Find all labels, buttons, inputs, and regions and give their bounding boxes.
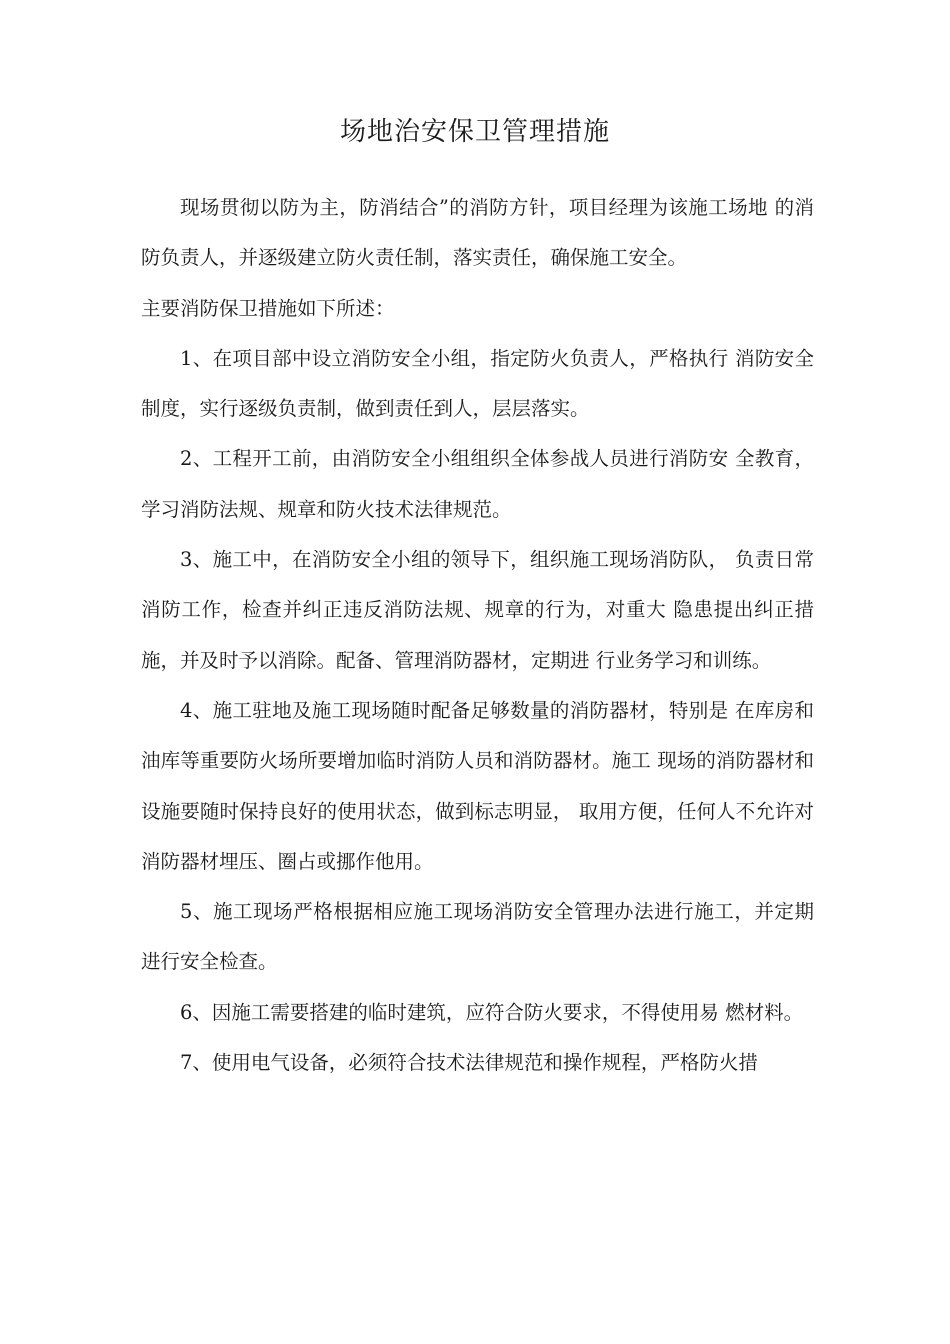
measure-item-2: 2、工程开工前，由消防安全小组组织全体参战人员进行消防安 全教育，学习消防法规、规章和防火技术法律规范。: [141, 447, 814, 521]
measure-item-3: 3、施工中，在消防安全小组的领导下，组织施工现场消防队， 负责日常消防工作，检查并纠正违反消防法规、规章的行为，对重大 隐患提出纠正措施，并及时予以消除。配备、管理消防器材，定期进 行业务学习和训练。: [141, 548, 814, 672]
measure-item-4: 4、施工驻地及施工现场随时配备足够数量的消防器材，特别是 在库房和油库等重要防火场所要增加临时消防人员和消防器材。施工 现场的消防器材和设施要随时保持良好的使用状态，做到标志明显， 取用方便，任何人不允许对消防器材埋压、圈占或挪作他用。: [141, 698, 814, 873]
measures-lead-paragraph: 主要消防保卫措施如下所述：: [141, 296, 395, 320]
measure-item-7: 7、使用电气设备，必须符合技术法律规范和操作规程，严格防火措: [180, 1051, 758, 1075]
document-title: 场地治安保卫管理措施: [339, 117, 610, 147]
measure-item-1: 1、在项目部中设立消防安全小组，指定防火负责人，严格执行 消防安全制度，实行逐级负责制，做到责任到人，层层落实。: [141, 346, 814, 421]
intro-paragraph: 现场贯彻以防为主，防消结合”的消防方针，项目经理为该施工场地 的消防负责人，并逐级建立防火责任制，落实责任，确保施工安全。: [141, 196, 814, 270]
document-body: [141, 183, 814, 1088]
measure-item-6: 6、因施工需要搭建的临时建筑，应符合防火要求，不得使用易 燃材料。: [180, 1000, 804, 1024]
measure-item-5: 5、施工现场严格根据相应施工现场消防安全管理办法进行施工，并定期进行安全检查。: [141, 900, 814, 974]
